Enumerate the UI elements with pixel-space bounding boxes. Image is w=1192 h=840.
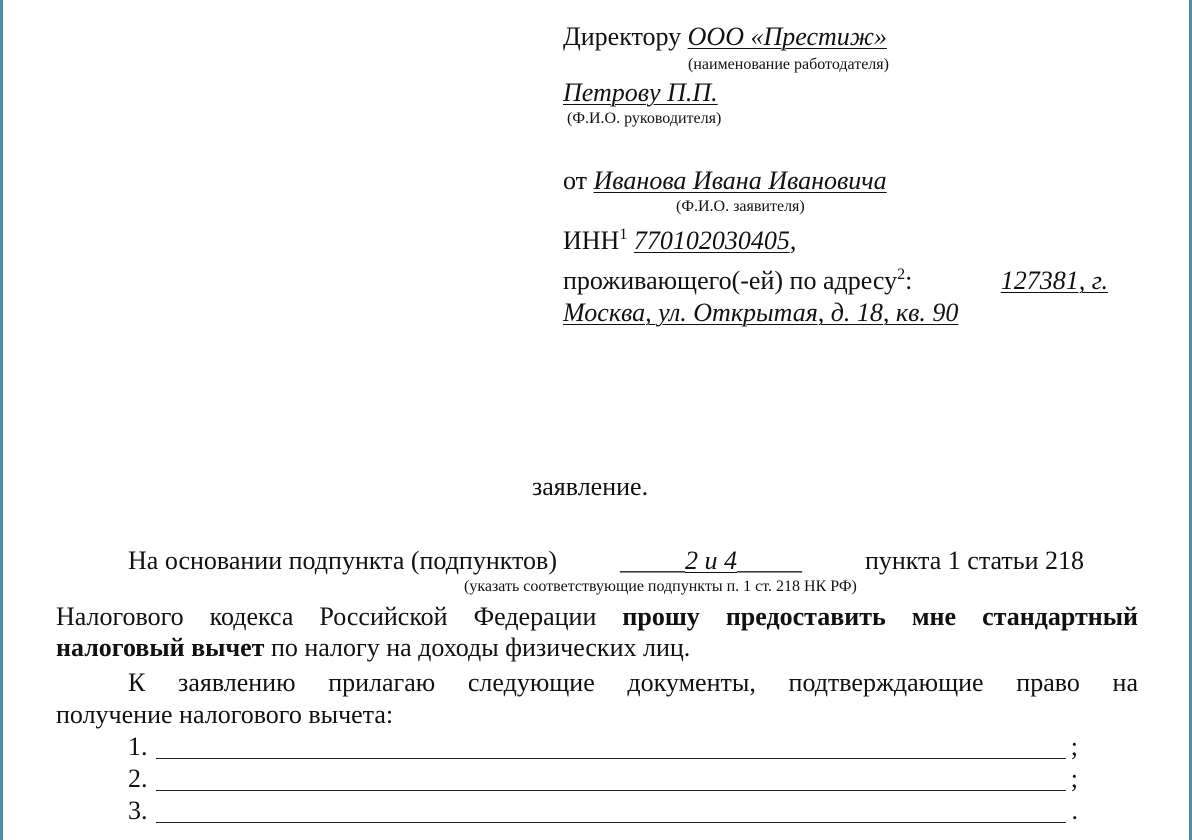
- inn-line: [563, 226, 796, 256]
- attachment-end-mark: ;: [1070, 764, 1078, 793]
- paragraph1-line1: [128, 546, 1084, 576]
- p1-line2-start: Налогового кодекса Российской Федерации: [56, 602, 597, 631]
- employer-caption: (наименование работодателя): [688, 56, 889, 73]
- attachment-blank-line[interactable]: [156, 822, 1066, 823]
- p1-bold-a: прошу предоставить мне стандартный: [622, 602, 1138, 631]
- attachment-item: [128, 732, 1078, 762]
- p1-end-rest: по налогу на доходы физических лиц.: [270, 633, 691, 662]
- attachment-number: 2.: [128, 764, 148, 793]
- subpoints-pad-left: _____: [619, 546, 685, 575]
- attachment-number: 3.: [128, 796, 148, 825]
- inn-label: ИНН: [563, 226, 620, 255]
- applicant-caption: (Ф.И.О. заявителя): [676, 198, 805, 215]
- head-name: Петрову П.П.: [563, 78, 718, 107]
- attachment-number: 1.: [128, 732, 148, 761]
- applicant-name: Иванова Ивана Ивановича: [593, 166, 887, 195]
- attachment-end-mark: ;: [1070, 732, 1078, 761]
- document-title: заявление.: [532, 472, 649, 501]
- address-colon: :: [905, 266, 913, 295]
- address-line-2: [563, 298, 958, 328]
- subpoints-pad-right: _____: [736, 546, 802, 575]
- page-edge-left: [0, 0, 3, 840]
- address-label: проживающего(-ей) по адресу: [563, 266, 898, 295]
- address-value-2: Москва, ул. Открытая, д. 18, кв. 90: [563, 298, 959, 327]
- attachment-item: [128, 764, 1078, 794]
- address-line-1: [563, 266, 1108, 296]
- attachment-item: [128, 796, 1078, 826]
- subpoints-caption: (указать соответствующие подпункты п. 1 ст. 218 НК РФ): [464, 578, 857, 595]
- inn-value: 770102030405: [633, 226, 790, 255]
- inn-end: ,: [789, 226, 797, 255]
- p1-start: На основании подпункта (подпунктов): [128, 546, 557, 575]
- address-value-1: 127381, г.: [1000, 266, 1108, 295]
- paragraph1-line3: [56, 633, 690, 663]
- attachment-blank-line[interactable]: [156, 790, 1066, 791]
- attachment-end-mark: .: [1071, 796, 1078, 825]
- paragraph2-line1: К заявлению прилагаю следующие документы, подтверждающие право на: [128, 668, 1138, 697]
- employer-name: ООО «Престиж»: [687, 22, 887, 51]
- head-line: [563, 78, 718, 108]
- p1-end: пункта 1 статьи 218: [864, 546, 1084, 575]
- applicant-line: [563, 166, 887, 196]
- from-label: от: [563, 166, 588, 195]
- paragraph2-line2: получение налогового вычета:: [56, 700, 394, 729]
- head-caption: (Ф.И.О. руководителя): [567, 110, 722, 127]
- director-label: Директору: [563, 22, 682, 51]
- attachment-blank-line[interactable]: [156, 758, 1066, 759]
- address-footnote: 2: [897, 266, 906, 283]
- p1-bold-b: налоговый вычет: [56, 633, 265, 662]
- subpoints-value: 2 и 4: [684, 546, 737, 575]
- subpoints-field: [620, 546, 802, 576]
- paragraph1-line2: [56, 601, 1138, 633]
- director-line: [563, 22, 887, 52]
- inn-footnote: 1: [619, 226, 628, 243]
